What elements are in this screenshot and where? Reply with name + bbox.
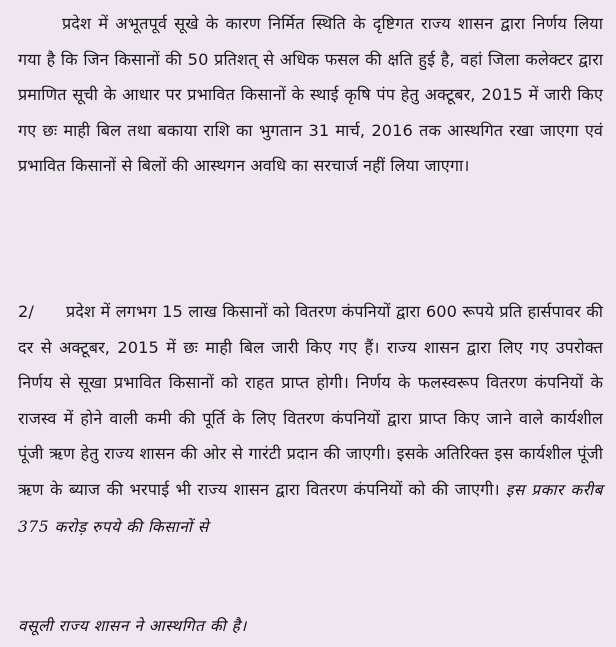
paragraph-1: प्रदेश में अभूतपूर्व सूखे के कारण निर्मित स्थिति के दृष्टिगत राज्य शासन द्वारा निर्णय लिया गया है कि जिन किसानों की 50 प्रतिशत् से अधिक फसल की क्षति हुई है, वहां जिला कलेक्टर द्वारा प्रमाणित सूची के आधार पर प्रभावित किसानों के स्थाई कृषि पंप हेतु अक्टूबर, 2015 में जारी किए गए छः माही बिल तथा बकाया राशि का भुगतान 31 मार्च, 2016 तक आस्थगित रखा जाएगा एवं प्रभावित किसानों से बिलों की आस्थगन अवधि का सरचार्ज नहीं लिया जाएगा।: [18, 14, 603, 176]
paragraph-2-number: 2/: [18, 302, 34, 321]
paragraph-2-text: प्रदेश में लगभग 15 लाख किसानों को वितरण कंपनियों द्वारा 600 रूपये प्रति हार्सपावर की दर से अक्टूबर, 2015 में छः माही बिल जारी किए गए हैं। राज्य शासन द्वारा लिए गए उपरोक्त निर्णय से सूखा प्रभावित किसानों को राहत प्राप्त होगी। निर्णय के फलस्वरूप वितरण कंपनियों के राजस्व में होने वाली कमी की पूर्ति के लिए वितरण कंपनियों द्वारा प्राप्त किए जाने वाले कार्यशील पूंजी ऋण हेतु राज्य शासन की ओर से गारंटी प्रदान की जाएगी। इसके अतिरिक्त इस कार्यशील पूंजी ऋण के ब्याज की भरपाई भी राज्य शासन द्वारा वितरण कंपनियों को की जाएगी।: [18, 302, 603, 499]
paragraph-2: [18, 294, 603, 545]
handwritten-note-line-2: वसूली राज्य शासन ने आस्थगित की है।: [18, 617, 247, 635]
handwritten-note-line-1: इस प्रकार करीब 375 करोड़ रुपये की किसानों से: [18, 480, 603, 536]
